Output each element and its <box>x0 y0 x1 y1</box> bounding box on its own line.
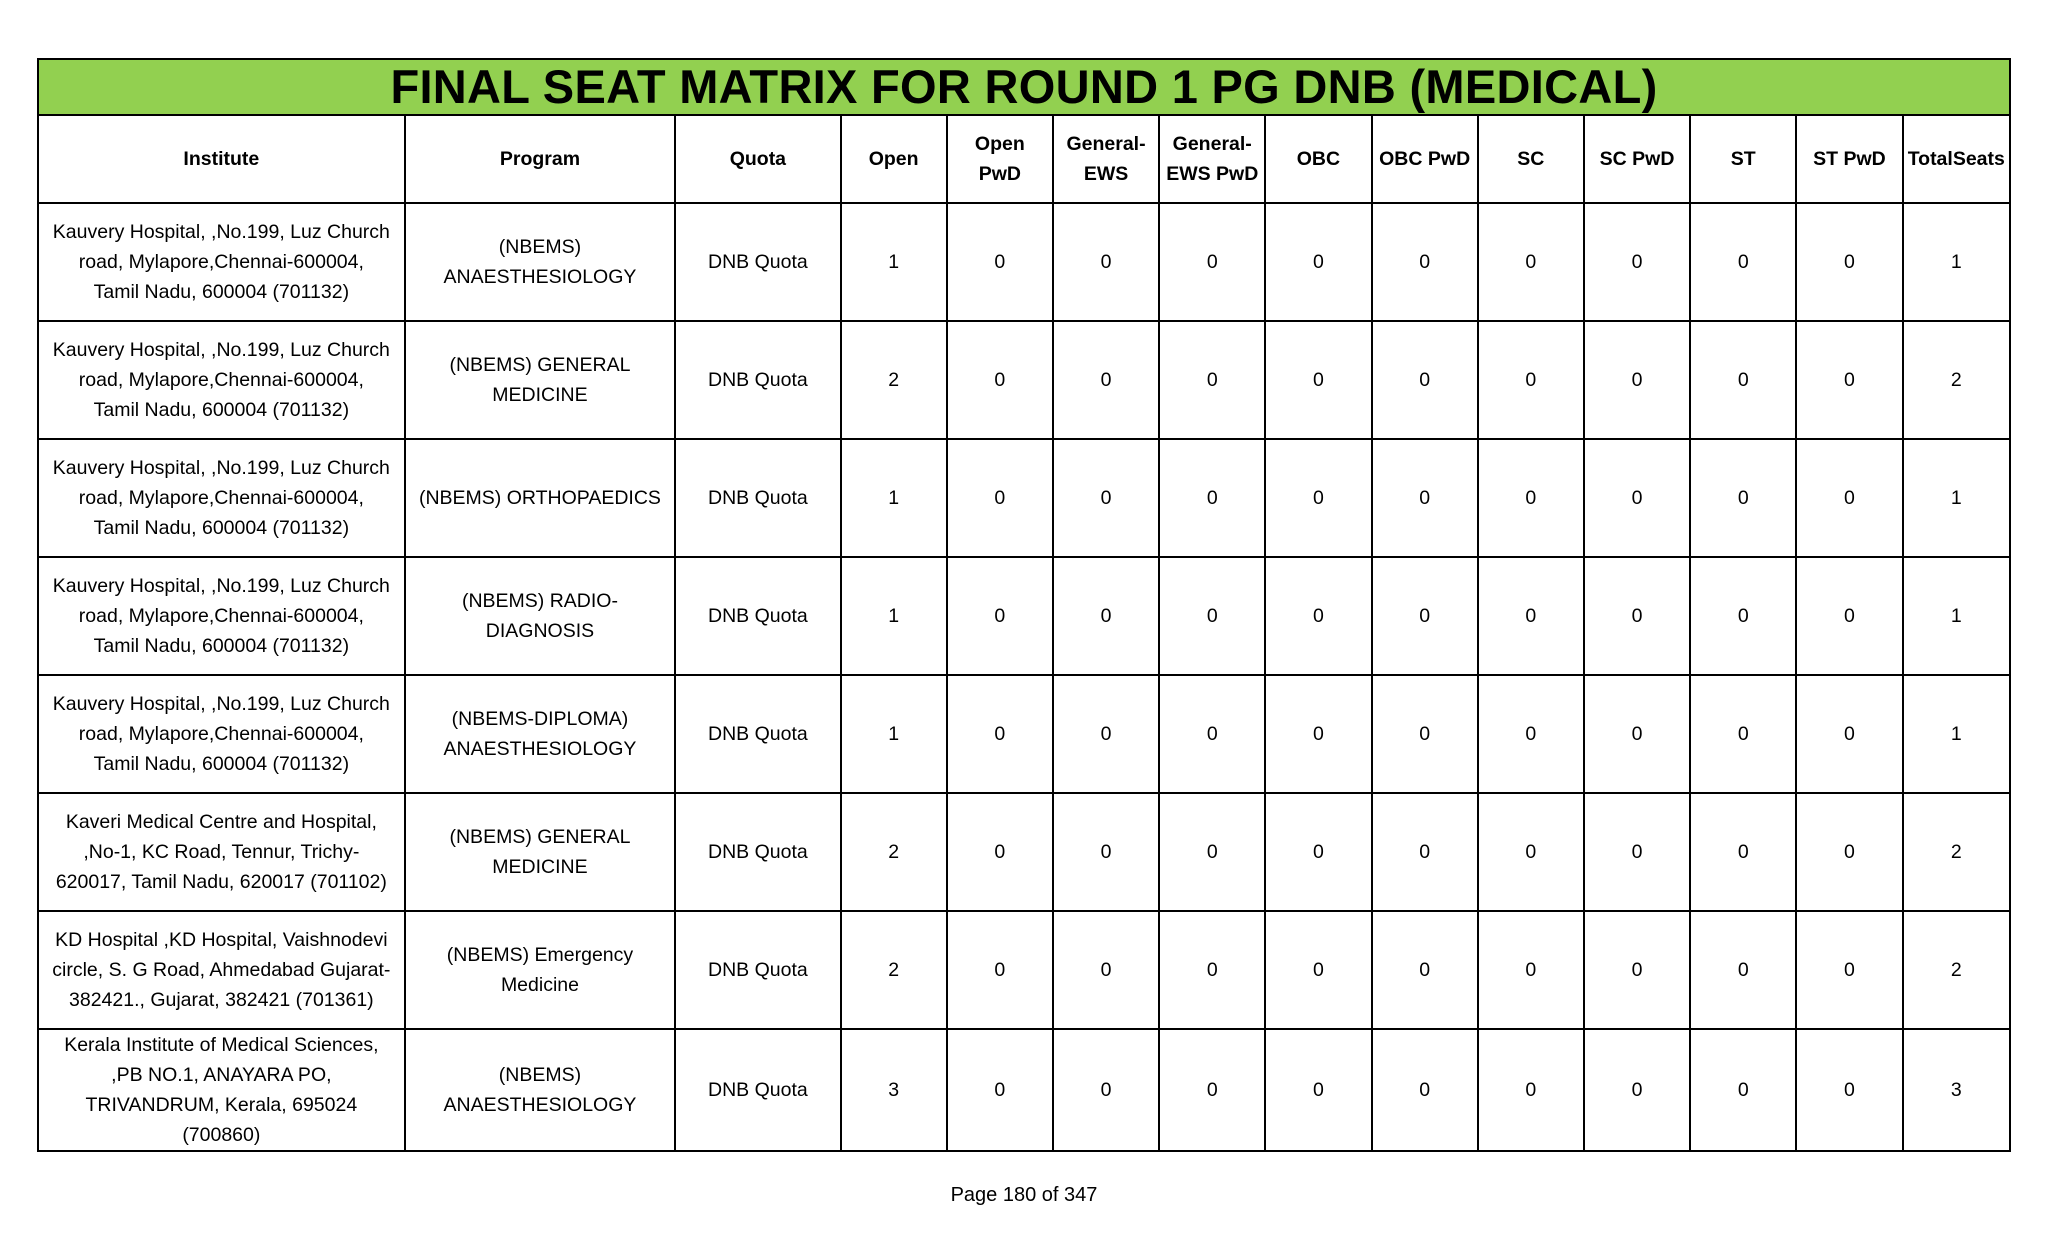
cell-obc: 0 <box>1265 203 1371 321</box>
cell-sc: 0 <box>1478 203 1584 321</box>
cell-st: 0 <box>1690 321 1796 439</box>
institute-line: Kauvery Hospital, ,No.199, Luz Church <box>52 575 390 597</box>
cell-sc-pwd: 0 <box>1584 911 1690 1029</box>
program-line: (NBEMS) ORTHOPAEDICS <box>418 487 661 509</box>
cell-sc-pwd: 0 <box>1584 439 1690 557</box>
cell-open: 1 <box>841 439 947 557</box>
cell-sc: 0 <box>1478 321 1584 439</box>
cell-open: 2 <box>841 793 947 911</box>
cell-st: 0 <box>1690 557 1796 675</box>
cell-total-seats: 2 <box>1903 911 2010 1029</box>
header-general-ews-line1: General- <box>1066 133 1146 155</box>
cell-quota: DNB Quota <box>675 675 840 793</box>
header-st-pwd: ST PwD <box>1796 115 1902 203</box>
institute-line: Tamil Nadu, 600004 (701132) <box>93 399 350 421</box>
header-st: ST <box>1690 115 1796 203</box>
header-open-pwd-line2: PwD <box>978 163 1021 185</box>
cell-obc: 0 <box>1265 321 1371 439</box>
table-row <box>38 911 2010 1029</box>
cell-total-seats: 2 <box>1903 793 2010 911</box>
institute-line: Kauvery Hospital, ,No.199, Luz Church <box>52 221 390 243</box>
cell-obc-pwd: 0 <box>1372 203 1478 321</box>
cell-st-pwd: 0 <box>1796 911 1902 1029</box>
cell-program <box>405 321 676 439</box>
cell-program <box>405 439 676 557</box>
cell-total-seats: 3 <box>1903 1029 2010 1151</box>
institute-line: road, Mylapore,Chennai-600004, <box>78 605 364 627</box>
cell-general-ews-pwd: 0 <box>1159 203 1265 321</box>
institute-line: road, Mylapore,Chennai-600004, <box>78 723 364 745</box>
header-general-ews-line2: EWS <box>1083 163 1129 185</box>
cell-quota: DNB Quota <box>675 557 840 675</box>
institute-line: Tamil Nadu, 600004 (701132) <box>93 517 350 539</box>
cell-st-pwd: 0 <box>1796 793 1902 911</box>
program-line: ANAESTHESIOLOGY <box>443 266 637 288</box>
header-open-pwd <box>947 115 1053 203</box>
cell-program <box>405 793 676 911</box>
cell-total-seats: 1 <box>1903 675 2010 793</box>
institute-line: circle, S. G Road, Ahmedabad Gujarat- <box>52 959 391 981</box>
cell-program <box>405 675 676 793</box>
cell-general-ews-pwd: 0 <box>1159 793 1265 911</box>
header-sc: SC <box>1478 115 1584 203</box>
cell-institute <box>38 203 405 321</box>
institute-line: ,No-1, KC Road, Tennur, Trichy- <box>83 841 360 863</box>
cell-quota: DNB Quota <box>675 793 840 911</box>
program-line: ANAESTHESIOLOGY <box>443 1094 637 1116</box>
institute-line: (700860) <box>182 1124 261 1146</box>
table-row <box>38 439 2010 557</box>
table-row <box>38 557 2010 675</box>
cell-institute <box>38 911 405 1029</box>
cell-sc-pwd: 0 <box>1584 557 1690 675</box>
header-general-ews-pwd-line2: EWS PwD <box>1166 163 1259 185</box>
cell-open-pwd: 0 <box>947 557 1053 675</box>
cell-institute <box>38 793 405 911</box>
institute-line: Kauvery Hospital, ,No.199, Luz Church <box>52 339 390 361</box>
cell-open-pwd: 0 <box>947 793 1053 911</box>
page-title: FINAL SEAT MATRIX FOR ROUND 1 PG DNB (MEDICAL) <box>38 59 2010 115</box>
institute-line: road, Mylapore,Chennai-600004, <box>78 251 364 273</box>
cell-general-ews: 0 <box>1053 439 1159 557</box>
cell-open: 1 <box>841 203 947 321</box>
cell-obc-pwd: 0 <box>1372 675 1478 793</box>
cell-st: 0 <box>1690 1029 1796 1151</box>
cell-st: 0 <box>1690 675 1796 793</box>
header-quota: Quota <box>675 115 840 203</box>
seat-matrix-sheet <box>37 58 2011 1152</box>
institute-line: Kauvery Hospital, ,No.199, Luz Church <box>52 457 390 479</box>
header-program: Program <box>405 115 676 203</box>
cell-sc-pwd: 0 <box>1584 203 1690 321</box>
cell-obc-pwd: 0 <box>1372 557 1478 675</box>
cell-general-ews: 0 <box>1053 203 1159 321</box>
cell-sc: 0 <box>1478 439 1584 557</box>
institute-line: Tamil Nadu, 600004 (701132) <box>93 635 350 657</box>
cell-st-pwd: 0 <box>1796 439 1902 557</box>
cell-open: 1 <box>841 557 947 675</box>
program-line: Medicine <box>500 974 579 996</box>
cell-open-pwd: 0 <box>947 911 1053 1029</box>
cell-open-pwd: 0 <box>947 1029 1053 1151</box>
cell-open-pwd: 0 <box>947 203 1053 321</box>
cell-general-ews-pwd: 0 <box>1159 911 1265 1029</box>
cell-obc-pwd: 0 <box>1372 439 1478 557</box>
cell-total-seats: 1 <box>1903 203 2010 321</box>
institute-line: road, Mylapore,Chennai-600004, <box>78 369 364 391</box>
table-row <box>38 203 2010 321</box>
cell-st: 0 <box>1690 439 1796 557</box>
program-line: (NBEMS) <box>498 236 582 258</box>
table-row <box>38 321 2010 439</box>
cell-open: 2 <box>841 321 947 439</box>
header-obc-pwd: OBC PwD <box>1372 115 1478 203</box>
header-row <box>38 115 2010 203</box>
institute-line: KD Hospital ,KD Hospital, Vaishnodevi <box>55 929 388 951</box>
program-line: (NBEMS) <box>498 1064 582 1086</box>
cell-open-pwd: 0 <box>947 439 1053 557</box>
cell-obc: 0 <box>1265 793 1371 911</box>
cell-obc-pwd: 0 <box>1372 321 1478 439</box>
cell-sc-pwd: 0 <box>1584 675 1690 793</box>
program-line: (NBEMS) Emergency <box>446 944 634 966</box>
program-line: (NBEMS) GENERAL <box>449 826 631 848</box>
cell-program <box>405 557 676 675</box>
cell-general-ews-pwd: 0 <box>1159 439 1265 557</box>
cell-general-ews: 0 <box>1053 793 1159 911</box>
cell-program <box>405 1029 676 1151</box>
cell-sc-pwd: 0 <box>1584 1029 1690 1151</box>
program-line: ANAESTHESIOLOGY <box>443 738 637 760</box>
table-body <box>38 203 2010 1151</box>
cell-general-ews: 0 <box>1053 557 1159 675</box>
institute-line: Tamil Nadu, 600004 (701132) <box>93 281 350 303</box>
cell-sc: 0 <box>1478 675 1584 793</box>
cell-st: 0 <box>1690 793 1796 911</box>
program-line: MEDICINE <box>492 856 588 878</box>
cell-program <box>405 203 676 321</box>
cell-quota: DNB Quota <box>675 203 840 321</box>
cell-institute <box>38 557 405 675</box>
institute-line: 620017, Tamil Nadu, 620017 (701102) <box>55 871 387 893</box>
cell-open-pwd: 0 <box>947 321 1053 439</box>
header-institute: Institute <box>38 115 405 203</box>
cell-quota: DNB Quota <box>675 439 840 557</box>
page-number: Page 180 of 347 <box>950 1184 1098 1206</box>
program-line: (NBEMS) GENERAL <box>449 354 631 376</box>
cell-st-pwd: 0 <box>1796 321 1902 439</box>
cell-total-seats: 2 <box>1903 321 2010 439</box>
cell-institute <box>38 1029 405 1151</box>
header-sc-pwd: SC PwD <box>1584 115 1690 203</box>
program-line: MEDICINE <box>492 384 588 406</box>
table-row <box>38 675 2010 793</box>
cell-institute <box>38 439 405 557</box>
header-open-pwd-line1: Open <box>974 133 1025 155</box>
cell-general-ews-pwd: 0 <box>1159 675 1265 793</box>
institute-line: Kaveri Medical Centre and Hospital, <box>65 811 377 833</box>
cell-sc: 0 <box>1478 557 1584 675</box>
institute-line: 382421., Gujarat, 382421 (701361) <box>69 989 374 1011</box>
cell-obc-pwd: 0 <box>1372 911 1478 1029</box>
cell-quota: DNB Quota <box>675 1029 840 1151</box>
cell-st-pwd: 0 <box>1796 557 1902 675</box>
header-obc: OBC <box>1265 115 1371 203</box>
cell-sc-pwd: 0 <box>1584 793 1690 911</box>
cell-general-ews-pwd: 0 <box>1159 321 1265 439</box>
institute-line: Kauvery Hospital, ,No.199, Luz Church <box>52 693 390 715</box>
seat-matrix-table <box>37 58 2011 1152</box>
header-total-seats: TotalSeats <box>1903 115 2010 203</box>
cell-general-ews: 0 <box>1053 911 1159 1029</box>
cell-quota: DNB Quota <box>675 911 840 1029</box>
header-general-ews-pwd-line1: General- <box>1172 133 1252 155</box>
cell-open: 1 <box>841 675 947 793</box>
cell-obc: 0 <box>1265 439 1371 557</box>
cell-obc: 0 <box>1265 557 1371 675</box>
cell-obc-pwd: 0 <box>1372 793 1478 911</box>
cell-obc: 0 <box>1265 911 1371 1029</box>
cell-open: 3 <box>841 1029 947 1151</box>
cell-st-pwd: 0 <box>1796 203 1902 321</box>
cell-st: 0 <box>1690 911 1796 1029</box>
table-row <box>38 793 2010 911</box>
table-row <box>38 1029 2010 1151</box>
cell-sc: 0 <box>1478 1029 1584 1151</box>
cell-open-pwd: 0 <box>947 675 1053 793</box>
institute-line: road, Mylapore,Chennai-600004, <box>78 487 364 509</box>
cell-institute <box>38 321 405 439</box>
cell-st: 0 <box>1690 203 1796 321</box>
cell-obc-pwd: 0 <box>1372 1029 1478 1151</box>
cell-program <box>405 911 676 1029</box>
cell-st-pwd: 0 <box>1796 1029 1902 1151</box>
cell-quota: DNB Quota <box>675 321 840 439</box>
cell-obc: 0 <box>1265 675 1371 793</box>
header-general-ews <box>1053 115 1159 203</box>
cell-general-ews: 0 <box>1053 1029 1159 1151</box>
cell-total-seats: 1 <box>1903 557 2010 675</box>
cell-general-ews: 0 <box>1053 321 1159 439</box>
institute-line: ,PB NO.1, ANAYARA PO, <box>111 1064 332 1086</box>
cell-general-ews-pwd: 0 <box>1159 557 1265 675</box>
institute-line: TRIVANDRUM, Kerala, 695024 <box>85 1094 358 1116</box>
cell-open: 2 <box>841 911 947 1029</box>
cell-general-ews-pwd: 0 <box>1159 1029 1265 1151</box>
header-open: Open <box>841 115 947 203</box>
header-general-ews-pwd <box>1159 115 1265 203</box>
institute-line: Kerala Institute of Medical Sciences, <box>64 1034 379 1056</box>
cell-sc: 0 <box>1478 793 1584 911</box>
cell-total-seats: 1 <box>1903 439 2010 557</box>
program-line: (NBEMS-DIPLOMA) <box>451 708 629 730</box>
cell-general-ews: 0 <box>1053 675 1159 793</box>
cell-institute <box>38 675 405 793</box>
institute-line: Tamil Nadu, 600004 (701132) <box>93 753 350 775</box>
cell-obc: 0 <box>1265 1029 1371 1151</box>
program-line: (NBEMS) RADIO-DIAGNOSIS <box>461 590 618 642</box>
cell-sc-pwd: 0 <box>1584 321 1690 439</box>
cell-st-pwd: 0 <box>1796 675 1902 793</box>
cell-sc: 0 <box>1478 911 1584 1029</box>
